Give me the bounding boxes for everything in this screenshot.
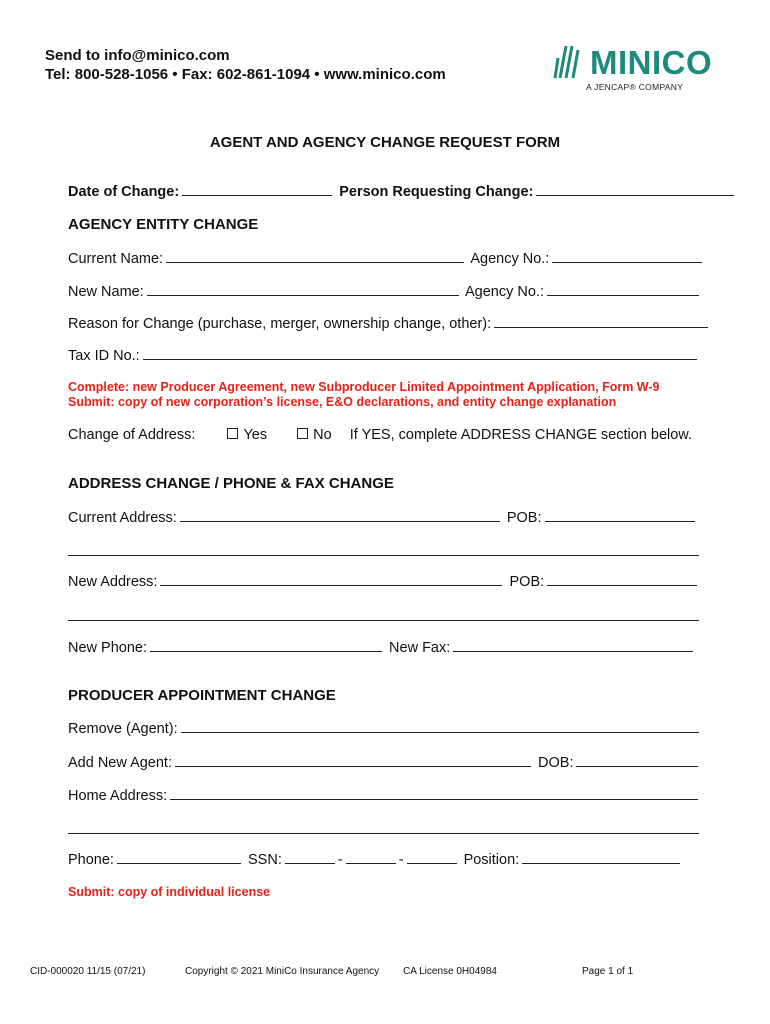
ssn-part-1[interactable] [285,851,335,864]
address-instructions: If YES, complete ADDRESS CHANGE section below. [349,427,693,443]
complete-note: Complete: new Producer Agreement, new Subproducer Limited Appointment Application, Form W-9 [68,380,660,394]
producer-heading: PRODUCER APPOINTMENT CHANGE [68,687,336,704]
change-of-address-row [68,427,692,443]
new-agency-no-field[interactable] [547,283,699,296]
page-number: Page 1 of 1 [582,966,634,977]
add-agent-row [68,754,701,771]
reason-field[interactable] [494,315,708,328]
yes-label: Yes [243,427,268,443]
ssn-label: SSN: [248,852,282,868]
home-address-label: Home Address: [68,788,168,804]
current-address-row [68,509,698,526]
new-name-field[interactable] [147,283,459,296]
date-of-change-field[interactable] [182,183,332,196]
form-title: AGENT AND AGENCY CHANGE REQUEST FORM [209,134,561,151]
tax-id-row [68,347,700,364]
ssn-part-3[interactable] [407,851,457,864]
license-note: Submit: copy of individual license [68,885,271,899]
reason-row [68,315,711,332]
phone-fax-row [68,639,696,656]
remove-agent-label: Remove (Agent): [68,721,178,737]
send-to-text: Send to info@minico.com [45,47,230,64]
ssn-dash-2: - [398,852,404,868]
tax-id-field[interactable] [143,347,697,360]
new-address-field[interactable] [160,573,502,586]
tax-id-label: Tax ID No.: [68,348,140,364]
date-of-change-label: Date of Change: [68,184,180,200]
new-pob-label: POB: [509,574,545,590]
ssn-part-2[interactable] [346,851,396,864]
new-pob-field[interactable] [547,573,697,586]
change-of-address-label: Change of Address: [68,427,196,443]
home-address-field[interactable] [170,787,698,800]
license: CA License 0H04984 [403,966,497,977]
date-of-change-row [68,183,737,200]
new-name-row [68,283,702,300]
add-agent-field[interactable] [175,754,531,767]
person-requesting-label: Person Requesting Change: [339,184,534,200]
pob-label: POB: [506,510,542,526]
dob-field[interactable] [576,754,698,767]
new-address-line-2[interactable] [68,620,699,621]
current-address-label: Current Address: [68,510,177,526]
logo-mark-icon [552,44,588,80]
new-address-label: New Address: [68,574,158,590]
copyright: Copyright © 2021 MiniCo Insurance Agency [185,966,380,977]
current-name-field[interactable] [166,250,464,263]
phone-field[interactable] [117,851,241,864]
minico-logo [552,42,727,94]
phone-label: Phone: [68,852,114,868]
contact-text: Tel: 800-528-1056 • Fax: 602-861-1094 • www.minico.com [45,66,446,83]
position-label: Position: [463,852,520,868]
current-address-field[interactable] [180,509,500,522]
submit-note: Submit: copy of new corporation’s license, E&O declarations, and entity change explanation [68,395,617,409]
logo-subtitle: A JENCAP® COMPANY [586,82,684,92]
address-change-heading: ADDRESS CHANGE / PHONE & FAX CHANGE [68,475,394,492]
pob-field[interactable] [545,509,695,522]
reason-label: Reason for Change (purchase, merger, ownership change, other): [68,316,492,332]
current-address-line-2[interactable] [68,555,699,556]
new-fax-label: New Fax: [389,640,451,656]
dob-label: DOB: [538,755,574,771]
current-name-label: Current Name: [68,251,164,267]
current-name-row [68,250,705,267]
new-agency-no-label: Agency No.: [464,284,544,300]
yes-checkbox[interactable] [227,428,238,439]
phone-ssn-row [68,851,683,868]
remove-agent-row [68,720,702,737]
agency-entity-heading: AGENCY ENTITY CHANGE [68,216,259,233]
home-address-row [68,787,701,804]
home-address-line-2[interactable] [68,833,699,834]
no-checkbox[interactable] [297,428,308,439]
ssn-dash-1: - [337,852,343,868]
new-phone-field[interactable] [150,639,382,652]
new-fax-field[interactable] [453,639,693,652]
remove-agent-field[interactable] [181,720,699,733]
logo-wordmark: MINICO [590,44,713,81]
agency-no-field[interactable] [552,250,702,263]
position-field[interactable] [522,851,680,864]
new-phone-label: New Phone: [68,640,147,656]
form-id: CID-000020 11/15 (07/21) [30,966,146,977]
add-agent-label: Add New Agent: [68,755,172,771]
person-requesting-field[interactable] [536,183,734,196]
no-label: No [313,427,332,443]
agency-no-label: Agency No.: [470,251,550,267]
new-address-row [68,573,700,590]
new-name-label: New Name: [68,284,144,300]
